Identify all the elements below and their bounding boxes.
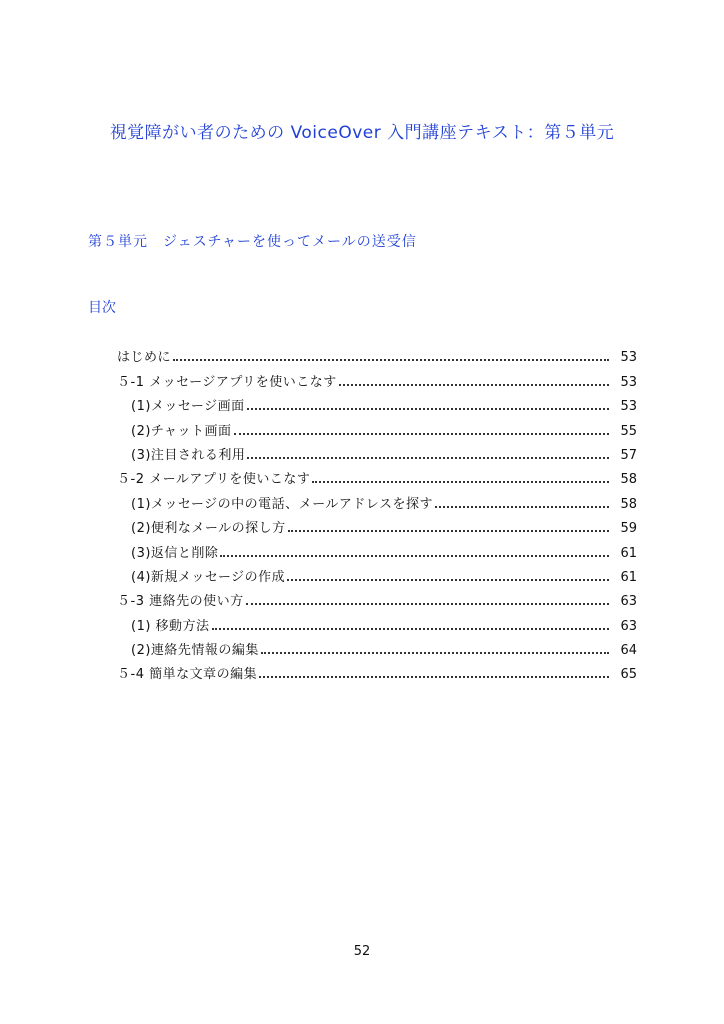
toc-entry-label: (3)返信と削除 [131, 545, 219, 561]
toc-entry-label: (3)注目される利用 [131, 447, 246, 463]
toc-entry-introduction[interactable] [117, 343, 637, 367]
toc-entry-label: ５-3 連絡先の使い方 [117, 594, 244, 610]
toc-entry-label: (2)連絡先情報の編集 [131, 643, 259, 659]
dot-leader [287, 579, 609, 581]
toc-entry-page: 53 [620, 350, 637, 366]
toc-entry-label: (2)便利なメールの探し方 [131, 521, 286, 537]
toc-entry-5-1-1[interactable] [117, 392, 637, 416]
toc-heading: 目次 [88, 300, 116, 316]
toc-entry-5-1-2[interactable] [117, 416, 637, 440]
dot-leader [259, 676, 609, 678]
dot-leader [339, 384, 609, 386]
toc-entry-5-4[interactable] [117, 660, 637, 684]
toc-entry-5-3-2[interactable] [117, 636, 637, 660]
page-number: 52 [353, 944, 371, 959]
toc-entry-5-1-3[interactable] [117, 441, 637, 465]
dot-leader [173, 359, 609, 361]
unit-heading: 第５単元 ジェスチャーを使ってメールの送受信 [88, 234, 417, 250]
dot-leader [212, 628, 609, 630]
toc-entry-label: ５-4 簡単な文章の編集 [117, 667, 258, 683]
toc-entry-label: (1) 移動方法 [131, 618, 210, 634]
toc-entry-label: はじめに [117, 350, 172, 366]
dot-leader [312, 481, 609, 483]
toc-entry-5-2-2[interactable] [117, 514, 637, 538]
toc-entry-label: (4)新規メッセージの作成 [131, 569, 286, 585]
table-of-contents [117, 343, 637, 684]
toc-entry-page: 61 [620, 545, 637, 561]
toc-entry-label: (1)メッセージ画面 [131, 399, 245, 415]
dot-leader [246, 603, 609, 605]
toc-entry-page: 61 [620, 569, 637, 585]
toc-entry-page: 65 [620, 667, 637, 683]
toc-entry-5-2-3[interactable] [117, 538, 637, 562]
toc-entry-5-1[interactable] [117, 367, 637, 391]
dot-leader [247, 408, 609, 410]
toc-entry-5-2-1[interactable] [117, 489, 637, 513]
dot-leader [435, 506, 609, 508]
dot-leader [288, 530, 609, 532]
toc-entry-label: ５-2 メールアプリを使いこなす [117, 472, 311, 488]
dot-leader [220, 555, 609, 557]
toc-entry-5-3-1[interactable] [117, 611, 637, 635]
toc-entry-page: 57 [620, 447, 637, 463]
toc-entry-label: ５-1 メッセージアプリを使いこなす [117, 374, 337, 390]
toc-entry-label: (1)メッセージの中の電話、メールアドレスを探す [131, 496, 433, 512]
toc-entry-page: 63 [620, 618, 637, 634]
toc-entry-label: (2)チャット画面 [131, 423, 232, 439]
document-title: 視覚障がい者のための VoiceOver 入門講座テキスト：第５単元 [109, 123, 615, 143]
dot-leader [247, 457, 609, 459]
toc-entry-page: 63 [620, 594, 637, 610]
toc-entry-5-3[interactable] [117, 587, 637, 611]
toc-entry-page: 59 [620, 521, 637, 537]
toc-entry-page: 58 [620, 496, 637, 512]
dot-leader [261, 652, 609, 654]
toc-entry-page: 53 [620, 374, 637, 390]
toc-entry-page: 64 [620, 643, 637, 659]
toc-entry-5-2-4[interactable] [117, 563, 637, 587]
dot-leader [234, 433, 609, 435]
toc-entry-page: 53 [620, 399, 637, 415]
toc-entry-page: 58 [620, 472, 637, 488]
toc-entry-5-2[interactable] [117, 465, 637, 489]
toc-entry-page: 55 [620, 423, 637, 439]
